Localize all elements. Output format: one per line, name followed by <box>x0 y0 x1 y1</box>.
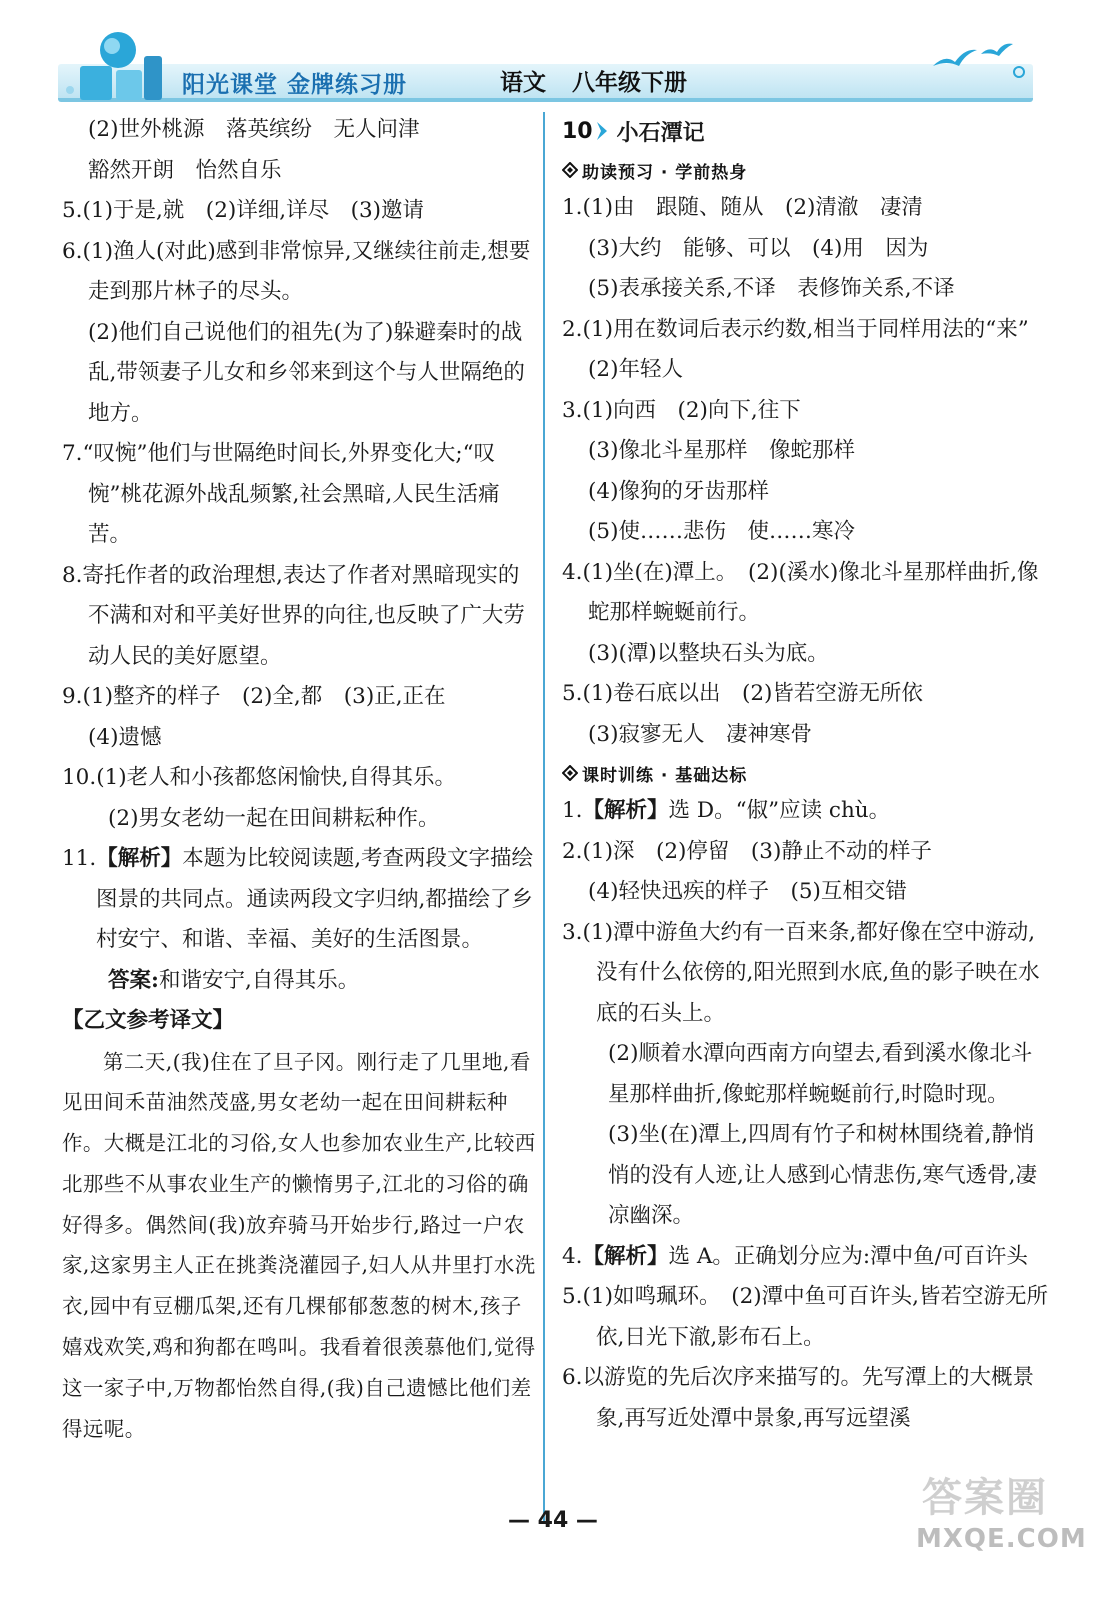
answer-q11 <box>62 839 540 961</box>
birds-icon <box>925 32 1035 82</box>
translation-paragraph: 第二天,(我)住在了旦子冈。刚行走了几里地,看见田间禾苗油然茂盛,男女老幼一起在田间耕耘种作。大概是江北的习俗,女人也参加农业生产,比较西北那些不从事农业生产的懒惰男子,江北的习俗的确好得多。偶然间(我)放弃骑马开始步行,路过一户农家,这家男主人正在挑粪浇灌园子,妇人从井里打水洗衣,园中有豆棚瓜架,还有几棵郁郁葱葱的树木,孩子嬉戏欢笑,鸡和狗都在鸣叫。我看着很羡慕他们,觉得这一家子中,万物都怡然自得,(我)自己遗憾比他们差得远呢。 <box>62 1049 536 1441</box>
question-number: 4. <box>562 1243 583 1269</box>
answer-q10-1: 10.(1)老人和小孩都悠闲愉快,自得其乐。 <box>62 765 456 790</box>
analysis-tag: 【解析】 <box>582 1243 669 1269</box>
lesson-number: 10 <box>562 118 593 144</box>
question-number: 1. <box>562 798 583 823</box>
chevron-right-icon <box>595 120 611 142</box>
page-number: — 44 — <box>508 1508 598 1533</box>
diamond-icon <box>562 765 578 781</box>
watermark-text: 答案圈 <box>922 1475 1048 1521</box>
s1-q5-2: (3)寂寥无人 凄神寒骨 <box>588 721 812 747</box>
s1-q2-2: (2)年轻人 <box>588 357 683 382</box>
answer-text: 和谐安宁,自得其乐。 <box>158 967 360 993</box>
s2-q1 <box>562 791 1052 832</box>
answer-q10-2: (2)男女老幼一起在田间耕耘种作。 <box>108 805 440 831</box>
analysis-text: 选 A。正确划分应为:潭中鱼/可百许头 <box>668 1243 1028 1269</box>
question-number: 11. <box>62 846 97 871</box>
answer-q9-1: 9.(1)整齐的样子 (2)全,都 (3)正,正在 <box>62 684 446 709</box>
page-header <box>0 0 1112 110</box>
s1-q5-1: 5.(1)卷石底以出 (2)皆若空游无所依 <box>562 681 923 706</box>
section-preview-label: 助读预习 · 学前热身 <box>582 162 748 183</box>
s2-q6: 6.以游览的先后次序来描写的。先写潭上的大概景象,再写近处潭中景象,再写远望溪 <box>562 1365 1035 1431</box>
left-column <box>62 110 540 1449</box>
watermark-url: MXQE.COM <box>916 1524 1087 1554</box>
answer-q5: 5.(1)于是,就 (2)详细,详尽 (3)邀请 <box>62 198 425 223</box>
series-title: 阳光课堂 金牌练习册 <box>182 72 408 98</box>
diamond-icon <box>562 162 578 178</box>
s1-q3-2: (3)像北斗星那样 像蛇那样 <box>588 438 855 463</box>
column-divider <box>543 112 545 1522</box>
lesson-name: 小石潭记 <box>616 120 705 146</box>
s2-q3-2: (2)顺着水潭向西南方向望去,看到溪水像北斗星那样曲折,像蛇那样蜿蜒前行,时隐时现。 <box>608 1041 1033 1107</box>
answer-q6-2: (2)他们自己说他们的祖先(为了)躲避秦时的战乱,带领妻子儿女和乡邻来到这个与人世隔绝的地方。 <box>88 319 525 426</box>
watermark-logo <box>896 1462 1086 1562</box>
s1-q2-1: 2.(1)用在数词后表示约数,相当于同样用法的“来” <box>562 316 1029 342</box>
s2-q3-1: 3.(1)潭中游鱼大约有一百来条,都好像在空中游动,没有什么依傍的,阳光照到水底,鱼的影子映在水底的石头上。 <box>562 919 1040 1026</box>
translation-heading: 【乙文参考译文】 <box>62 1008 235 1033</box>
answer-q6-1: 6.(1)渔人(对此)感到非常惊异,又继续往前走,想要走到那片林子的尽头。 <box>62 238 531 304</box>
right-column <box>562 110 1052 1439</box>
analysis-tag: 【解析】 <box>96 846 183 871</box>
s2-q4 <box>562 1237 1052 1278</box>
answer-q4-cont-2: 豁然开朗 怡然自乐 <box>88 157 282 183</box>
section-training-label: 课时训练 · 基础达标 <box>582 765 748 786</box>
s1-q4-2: (3)(潭)以整块石头为底。 <box>588 640 829 666</box>
analysis-text: 本题为比较阅读题,考查两段文字描绘图景的共同点。通读两段文字归纳,都描绘了乡村安宁、和谐、幸福、美好的生活图景。 <box>96 846 534 952</box>
s1-q3-3: (4)像狗的牙齿那样 <box>588 478 769 504</box>
s1-q1-3: (5)表承接关系,不译 表修饰关系,不译 <box>588 276 955 301</box>
s2-q3-3: (3)坐(在)潭上,四周有竹子和树林围绕着,静悄悄的没有人迹,让人感到心情悲伤,寒气透骨,凄凉幽深。 <box>608 1122 1038 1228</box>
answer-q7: 7.“叹惋”他们与世隔绝时间长,外界变化大;“叹惋”桃花源外战乱频繁,社会黑暗,人民生活痛苦。 <box>62 441 500 547</box>
s2-q5: 5.(1)如鸣珮环。 (2)潭中鱼可百许头,皆若空游无所依,日光下澈,影布石上。 <box>562 1284 1049 1350</box>
book-logo-icon <box>60 26 170 102</box>
answer-label: 答案: <box>108 967 159 993</box>
s1-q1-1: 1.(1)由 跟随、随从 (2)清澈 凄清 <box>562 195 923 220</box>
s2-q2-2: (4)轻快迅疾的样子 (5)互相交错 <box>588 879 907 904</box>
analysis-tag: 【解析】 <box>582 798 669 823</box>
section-preview <box>562 152 1052 188</box>
grade-label: 八年级下册 <box>572 70 687 96</box>
s1-q3-1: 3.(1)向西 (2)向下,往下 <box>562 397 801 423</box>
s1-q1-2: (3)大约 能够、可以 (4)用 因为 <box>588 235 929 261</box>
lesson-title <box>562 112 1052 150</box>
answer-q9-2: (4)遗憾 <box>88 724 162 750</box>
analysis-text: 选 D。“俶”应读 chù。 <box>668 798 891 823</box>
answer-q4-cont: (2)世外桃源 落英缤纷 无人问津 <box>88 117 420 142</box>
subject-label: 语文 <box>500 70 546 96</box>
s1-q3-4: (5)使……悲伤 使……寒冷 <box>588 519 855 544</box>
s1-q4-1: 4.(1)坐(在)潭上。 (2)(溪水)像北斗星那样曲折,像蛇那样蜿蜒前行。 <box>562 559 1039 625</box>
answer-q8: 8.寄托作者的政治理想,表达了作者对黑暗现实的不满和对和平美好世界的向往,也反映了广大劳动人民的美好愿望。 <box>62 562 525 669</box>
answer-q11-final <box>62 961 540 1002</box>
section-training <box>562 755 1052 791</box>
s2-q2-1: 2.(1)深 (2)停留 (3)静止不动的样子 <box>562 838 932 864</box>
